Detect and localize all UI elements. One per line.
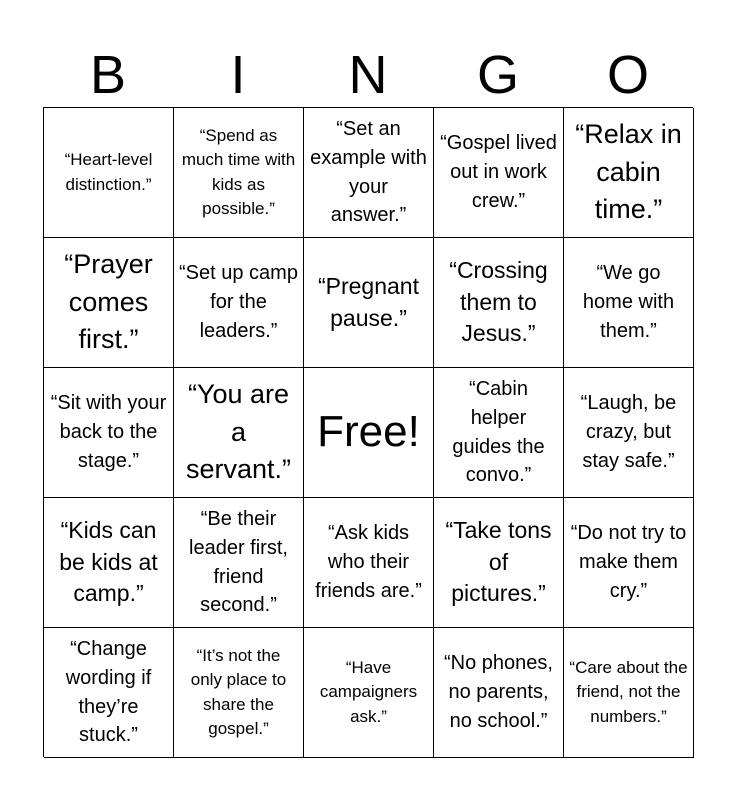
bingo-board bbox=[43, 107, 693, 757]
bingo-cell bbox=[174, 108, 304, 238]
cell-text: “Relax in cabin time.” bbox=[575, 118, 682, 225]
free-space-cell bbox=[304, 368, 434, 498]
cell-text: “Be their leader first, friend second.” bbox=[189, 507, 288, 617]
bingo-cell bbox=[434, 628, 564, 758]
bingo-cell bbox=[174, 498, 304, 628]
bingo-cell bbox=[174, 238, 304, 368]
header-letter-o: O bbox=[606, 45, 649, 105]
cell-text: “Pregnant pause.” bbox=[317, 273, 419, 331]
bingo-cell bbox=[174, 368, 304, 498]
cell-text: “Gospel lived out in work crew.” bbox=[440, 132, 557, 212]
cell-text: “Crossing them to Jesus.” bbox=[449, 257, 548, 347]
cell-text: “Laugh, be crazy, but stay safe.” bbox=[580, 392, 677, 472]
bingo-cell bbox=[304, 498, 434, 628]
cell-text: “Ask kids who their friends are.” bbox=[315, 522, 422, 602]
bingo-cell bbox=[434, 108, 564, 238]
cell-text: “Set an example with your answer.” bbox=[310, 117, 427, 227]
bingo-cell bbox=[44, 498, 174, 628]
bingo-cell bbox=[434, 368, 564, 498]
cell-text: “Have campaigners ask.” bbox=[319, 658, 418, 726]
bingo-cell bbox=[304, 108, 434, 238]
bingo-cell bbox=[434, 238, 564, 368]
cell-text: “Set up camp for the leaders.” bbox=[179, 262, 298, 342]
bingo-cell bbox=[564, 238, 694, 368]
header-letter-b: B bbox=[89, 45, 127, 105]
bingo-cell bbox=[304, 628, 434, 758]
cell-text: “No phones, no parents, no school.” bbox=[444, 652, 553, 732]
cell-text: “Heart-level distinction.” bbox=[64, 150, 153, 194]
bingo-cell bbox=[434, 498, 564, 628]
bingo-cell bbox=[564, 368, 694, 498]
header-letter-n: N bbox=[348, 45, 388, 105]
cell-text: “Do not try to make them cry.” bbox=[570, 522, 687, 602]
cell-text: “We go home with them.” bbox=[582, 262, 675, 342]
cell-text: “You are a servant.” bbox=[185, 378, 292, 485]
cell-text: “Sit with your back to the stage.” bbox=[50, 392, 167, 472]
bingo-cell bbox=[44, 108, 174, 238]
bingo-cell bbox=[564, 498, 694, 628]
free-space-text: Free! bbox=[317, 407, 420, 457]
cell-text: “Kids can be kids at camp.” bbox=[59, 517, 158, 607]
bingo-cell bbox=[564, 628, 694, 758]
header-letter-g: G bbox=[476, 45, 519, 105]
cell-text: “Spend as much time with kids as possible.” bbox=[181, 126, 296, 218]
header-letter-i: I bbox=[230, 45, 246, 105]
bingo-cell bbox=[174, 628, 304, 758]
bingo-cell bbox=[304, 238, 434, 368]
cell-text: “Cabin helper guides the convo.” bbox=[452, 377, 545, 487]
bingo-header bbox=[43, 44, 693, 106]
bingo-cell bbox=[44, 368, 174, 498]
cell-text: “Prayer comes first.” bbox=[64, 248, 153, 355]
cell-text: “It’s not the only place to share the gospel.” bbox=[190, 646, 287, 738]
cell-text: “Care about the friend, not the numbers.” bbox=[569, 658, 688, 726]
cell-text: “Take tons of pictures.” bbox=[445, 517, 552, 607]
cell-text: “Change wording if they’re stuck.” bbox=[65, 637, 152, 747]
bingo-cell bbox=[44, 628, 174, 758]
bingo-cell bbox=[44, 238, 174, 368]
bingo-cell bbox=[564, 108, 694, 238]
